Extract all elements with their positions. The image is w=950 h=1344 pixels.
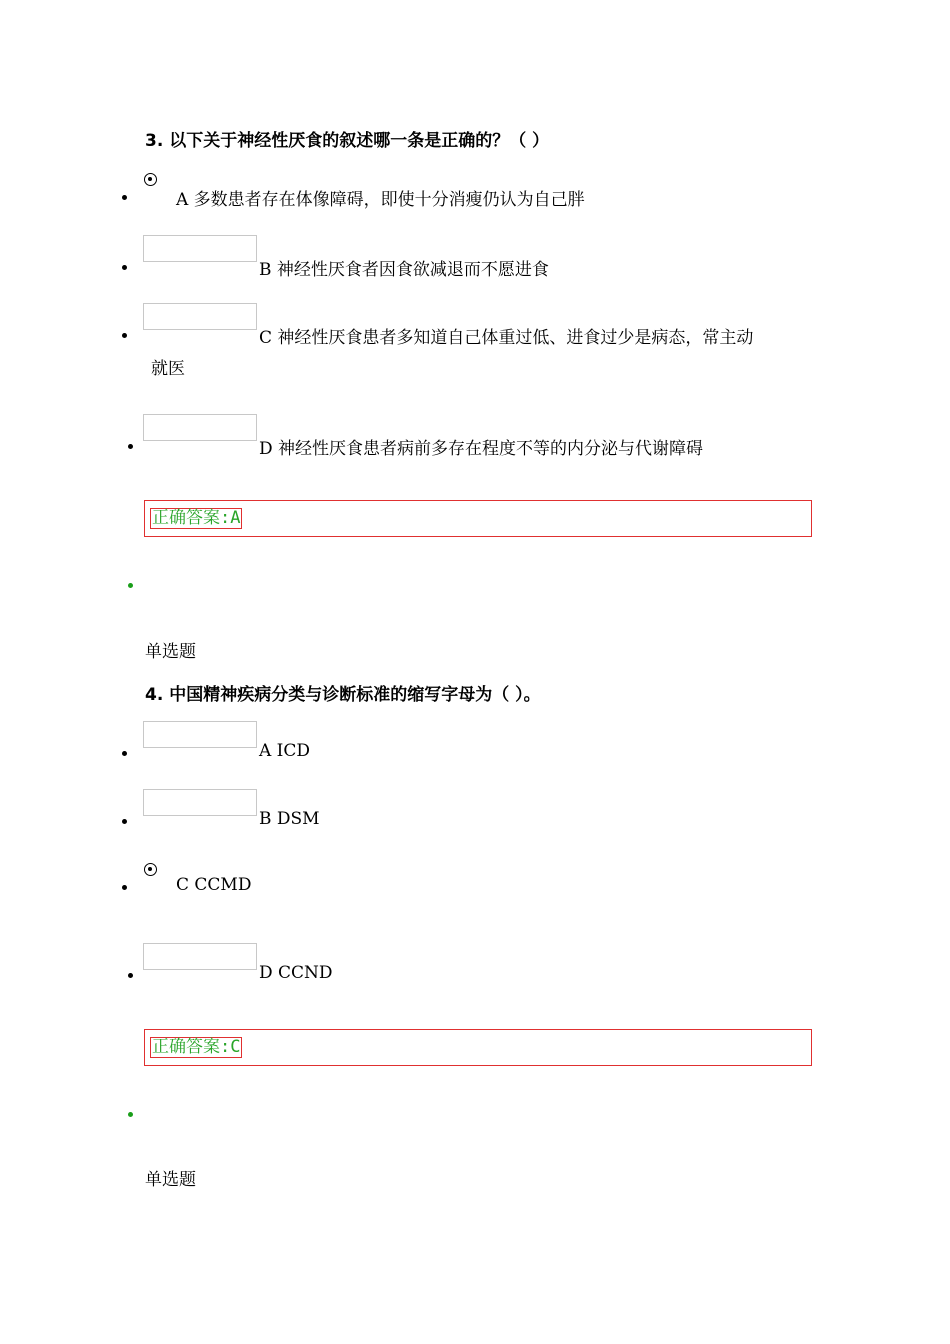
question-3-title: 3. 以下关于神经性厌食的叙述哪一条是正确的？（ ） — [145, 131, 550, 151]
q3-option-c-label-wrap: 就医 — [151, 359, 185, 379]
list-bullet — [122, 333, 127, 338]
list-bullet — [122, 885, 127, 890]
q4-option-a-label: A ICD — [259, 741, 311, 761]
q4-option-d-label: D CCND — [259, 963, 333, 983]
q3-option-b-box[interactable] — [143, 235, 257, 262]
list-bullet — [128, 973, 133, 978]
q4-answer-box — [144, 1029, 812, 1066]
list-bullet — [122, 265, 127, 270]
q3-option-d-label: D 神经性厌食患者病前多存在程度不等的内分泌与代谢障碍 — [259, 439, 704, 459]
question-4-title: 4. 中国精神疾病分类与诊断标准的缩写字母为（ ）。 — [145, 685, 541, 705]
q3-option-c-box[interactable] — [143, 303, 257, 330]
q4-option-b-label: B DSM — [259, 809, 320, 829]
q3-answer-text: 正确答案:A — [152, 508, 241, 528]
q4-option-d-box[interactable] — [143, 943, 257, 970]
q4-option-c-label: C CCMD — [176, 875, 252, 895]
q4-answer-text: 正确答案:C — [152, 1037, 241, 1057]
list-bullet — [122, 751, 127, 756]
q3-answer-box — [144, 500, 812, 537]
q4-option-b-box[interactable] — [143, 789, 257, 816]
list-bullet — [122, 819, 127, 824]
q3-option-a-radio[interactable] — [144, 173, 157, 186]
green-bullet — [128, 583, 133, 588]
green-bullet — [128, 1112, 133, 1117]
question-type-label: 单选题 — [145, 642, 196, 662]
q3-option-c-label: C 神经性厌食患者多知道自己体重过低、进食过少是病态，常主动 — [259, 328, 754, 348]
q3-option-b-label: B 神经性厌食者因食欲减退而不愿进食 — [259, 260, 549, 280]
question-type-label: 单选题 — [145, 1170, 196, 1190]
list-bullet — [122, 195, 127, 200]
q4-option-a-box[interactable] — [143, 721, 257, 748]
list-bullet — [128, 444, 133, 449]
q4-option-c-radio[interactable] — [144, 863, 157, 876]
q3-option-d-box[interactable] — [143, 414, 257, 441]
q3-option-a-label: A 多数患者存在体像障碍，即使十分消瘦仍认为自己胖 — [176, 190, 585, 210]
